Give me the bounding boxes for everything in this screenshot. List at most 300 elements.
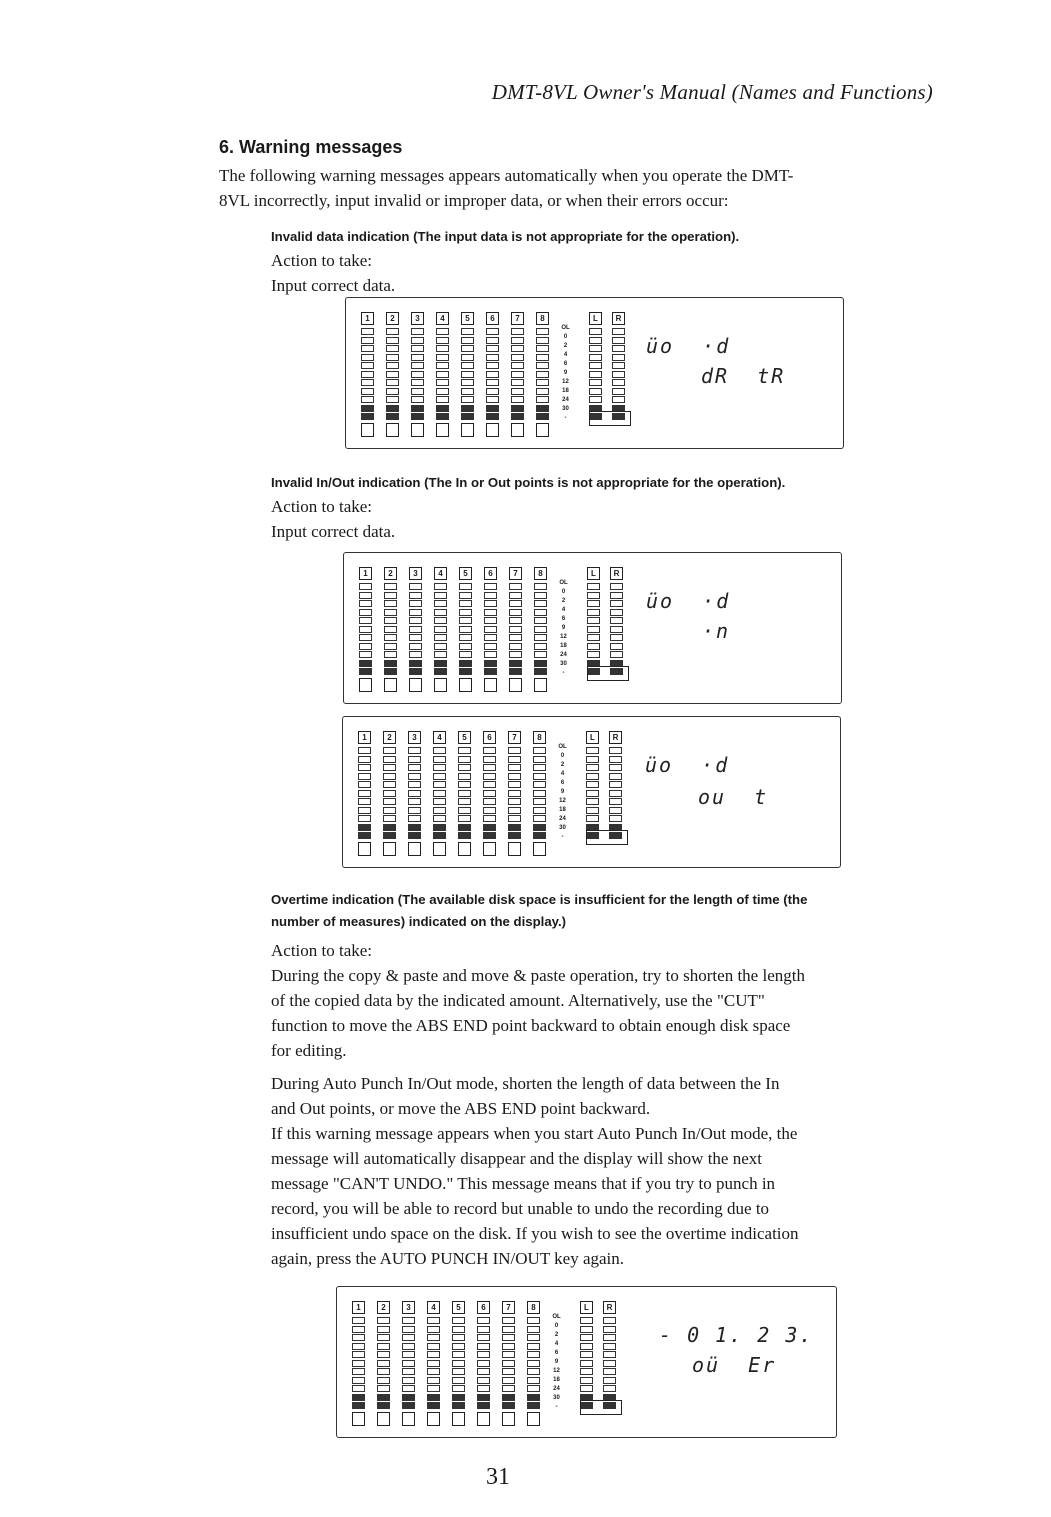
meter-segment <box>508 747 521 754</box>
meter-segment <box>352 1351 365 1358</box>
meter-segment <box>580 1360 593 1367</box>
meter-segment <box>408 764 421 771</box>
meter-segment <box>361 388 374 395</box>
meter-segment <box>377 1394 390 1401</box>
meter-segment <box>361 328 374 335</box>
meter-segment <box>384 617 397 624</box>
meter-segment <box>436 362 449 369</box>
scale-label: OL <box>561 325 570 331</box>
meter-segment <box>411 405 424 412</box>
meter-segment <box>386 413 399 420</box>
meter-segment <box>580 1351 593 1358</box>
meter-segment <box>589 396 602 403</box>
meter-segment <box>511 371 524 378</box>
overtime-paragraph-1 <box>271 963 805 1063</box>
meter-segment <box>383 807 396 814</box>
meter-segment <box>527 1385 540 1392</box>
meter-segment <box>461 405 474 412</box>
meter-segment <box>587 609 600 616</box>
channel-number: 7 <box>508 731 521 744</box>
meter-segment <box>508 764 521 771</box>
meter-segment <box>586 781 599 788</box>
meter-segment <box>509 643 522 650</box>
channel-meter <box>433 731 448 856</box>
meter-segment <box>612 396 625 403</box>
stereo-box <box>589 411 631 426</box>
meter-segment <box>402 1317 415 1324</box>
meter-segment <box>433 798 446 805</box>
meter-segment <box>477 1317 490 1324</box>
track-indicator <box>509 678 522 692</box>
channel-meter <box>458 731 473 856</box>
meter-segment <box>586 790 599 797</box>
meter-segment <box>452 1360 465 1367</box>
section-title: 6. Warning messages <box>219 137 403 157</box>
scale-label: 9 <box>554 1359 559 1365</box>
scale-label: 30 <box>562 406 569 412</box>
meter-segment <box>427 1385 440 1392</box>
meter-segment <box>477 1351 490 1358</box>
meter-segment <box>384 583 397 590</box>
channel-meter <box>508 731 523 856</box>
scale-label: 4 <box>563 352 568 358</box>
channel-number: 6 <box>484 567 497 580</box>
channel-meter <box>409 567 424 692</box>
meter-segment <box>511 362 524 369</box>
meter-segment <box>459 668 472 675</box>
meter-segment <box>508 807 521 814</box>
meter-segment <box>409 626 422 633</box>
meter-segment <box>533 790 546 797</box>
meter-segment <box>377 1385 390 1392</box>
meter-segment <box>361 337 374 344</box>
channel-number: 4 <box>433 731 446 744</box>
meter-segment <box>458 790 471 797</box>
meter-segment <box>352 1385 365 1392</box>
meter-segment <box>587 651 600 658</box>
meter-segment <box>603 1317 616 1324</box>
meter-segment <box>461 413 474 420</box>
meter-segment <box>477 1402 490 1409</box>
meter-segment <box>484 651 497 658</box>
meter-segment <box>384 609 397 616</box>
meter-segment <box>386 388 399 395</box>
meter-segment <box>377 1334 390 1341</box>
meter-segment <box>411 362 424 369</box>
scale-label: 6 <box>560 780 565 786</box>
meter-segment <box>361 405 374 412</box>
channel-number: 5 <box>459 567 472 580</box>
scale-label: - <box>562 670 565 676</box>
meter-segment <box>458 781 471 788</box>
channel-number: 6 <box>483 731 496 744</box>
meter-segment <box>459 592 472 599</box>
meter-segment <box>508 832 521 839</box>
meter-segment <box>433 832 446 839</box>
page-number: 31 <box>486 1464 510 1490</box>
channel-meter <box>411 312 426 437</box>
display-line-2: oü Er <box>692 1353 777 1377</box>
channel-meter <box>408 731 423 856</box>
meter-segment <box>483 773 496 780</box>
meter-segment <box>433 747 446 754</box>
meter-segment <box>527 1394 540 1401</box>
meter-segment <box>484 617 497 624</box>
scale-label: 18 <box>562 388 569 394</box>
meter-segment <box>610 609 623 616</box>
meter-segment <box>508 798 521 805</box>
meter-segment <box>610 626 623 633</box>
meter-segment <box>509 668 522 675</box>
meter-segment <box>536 405 549 412</box>
meter-segment <box>361 362 374 369</box>
meter-segment <box>409 592 422 599</box>
invalid-inout-action-label: Action to take: <box>271 497 373 516</box>
meter-segment <box>502 1360 515 1367</box>
channel-number: 3 <box>411 312 424 325</box>
meter-segment <box>461 362 474 369</box>
channel-number: 8 <box>533 731 546 744</box>
meter-segment <box>361 379 374 386</box>
meter-segment <box>352 1343 365 1350</box>
meter-segment <box>509 651 522 658</box>
meter-segment <box>609 747 622 754</box>
meter-segment <box>534 592 547 599</box>
track-indicator <box>383 842 396 856</box>
meter-segment <box>358 807 371 814</box>
meter-segment <box>434 634 447 641</box>
meter-segment <box>610 651 623 658</box>
track-indicator <box>411 423 424 437</box>
meter-segment <box>436 371 449 378</box>
meter-segment <box>433 790 446 797</box>
meter-segment <box>536 388 549 395</box>
meter-segment <box>358 756 371 763</box>
meter-segment <box>352 1360 365 1367</box>
meter-segment <box>459 583 472 590</box>
meter-segment <box>461 396 474 403</box>
p2-line-2: and Out points, or move the ABS END point backward. <box>271 1099 651 1118</box>
display-line-1: üo ·d <box>646 334 731 358</box>
meter-segment <box>427 1317 440 1324</box>
meter-segment <box>427 1360 440 1367</box>
p2-line-4: message will automatically disappear and the display will show the next <box>271 1149 762 1168</box>
track-indicator <box>361 423 374 437</box>
meter-segment <box>486 379 499 386</box>
meter-segment <box>586 764 599 771</box>
meter-segment <box>589 354 602 361</box>
stereo-meter <box>603 1301 618 1411</box>
track-indicator <box>436 423 449 437</box>
meter-segment <box>508 824 521 831</box>
scale-label: 18 <box>559 807 566 813</box>
meter-segment <box>352 1368 365 1375</box>
meter-segment <box>433 756 446 763</box>
meter-segment <box>433 807 446 814</box>
meter-segment <box>502 1385 515 1392</box>
meter-segment <box>477 1326 490 1333</box>
meter-segment <box>508 781 521 788</box>
scale-label: 0 <box>561 589 566 595</box>
meter-segment <box>484 600 497 607</box>
meter-segment <box>383 781 396 788</box>
p2-line-1: During Auto Punch In/Out mode, shorten the length of data between the In <box>271 1074 780 1093</box>
scale-label: 24 <box>553 1386 560 1392</box>
meter-segment <box>436 413 449 420</box>
p2-line-8: again, press the AUTO PUNCH IN/OUT key again. <box>271 1249 625 1268</box>
meter-segment <box>527 1402 540 1409</box>
channel-number: 1 <box>358 731 371 744</box>
meter-segment <box>486 388 499 395</box>
meter-segment <box>508 773 521 780</box>
track-indicator <box>386 423 399 437</box>
meter-segment <box>511 405 524 412</box>
meter-segment <box>436 354 449 361</box>
meter-segment <box>589 328 602 335</box>
channel-meter <box>352 1301 367 1426</box>
meter-segment <box>352 1377 365 1384</box>
track-indicator <box>434 678 447 692</box>
meter-segment <box>386 379 399 386</box>
meter-segment <box>377 1360 390 1367</box>
track-indicator <box>511 423 524 437</box>
meter-segment <box>359 600 372 607</box>
meter-segment <box>409 643 422 650</box>
meter-segment <box>580 1317 593 1324</box>
page-header: DMT-8VL Owner's Manual (Names and Functions) <box>491 80 933 104</box>
meter-segment <box>511 413 524 420</box>
channel-meter <box>384 567 399 692</box>
channel-number: 2 <box>384 567 397 580</box>
meter-segment <box>434 617 447 624</box>
channel-meter <box>452 1301 467 1426</box>
p1-line-1: During the copy & paste and move & paste operation, try to shorten the length <box>271 966 805 985</box>
meter-segment <box>534 668 547 675</box>
meter-segment <box>589 371 602 378</box>
meter-segment <box>609 815 622 822</box>
overtime-heading <box>271 889 807 933</box>
meter-segment <box>433 824 446 831</box>
track-indicator <box>384 678 397 692</box>
meter-segment <box>534 643 547 650</box>
channel-meter <box>502 1301 517 1426</box>
track-indicator <box>358 842 371 856</box>
meter-segment <box>536 354 549 361</box>
meter-segment <box>580 1343 593 1350</box>
meter-segment <box>477 1360 490 1367</box>
scale-label: 12 <box>553 1368 560 1374</box>
meter-segment <box>434 626 447 633</box>
meter-segment <box>458 747 471 754</box>
display-line-1: üo ·d <box>646 589 731 613</box>
intro-line-2: 8VL incorrectly, input invalid or improper data, or when their errors occur: <box>219 191 729 210</box>
meter-segment <box>534 583 547 590</box>
meter-segment <box>411 379 424 386</box>
scale-label: 30 <box>559 825 566 831</box>
track-indicator <box>536 423 549 437</box>
meter-segment <box>384 651 397 658</box>
meter-segment <box>359 592 372 599</box>
meter-segment <box>486 337 499 344</box>
meter-segment <box>484 668 497 675</box>
meter-segment <box>352 1326 365 1333</box>
channel-meter <box>377 1301 392 1426</box>
display-line-2: dR tR <box>701 364 786 388</box>
meter-segment <box>586 798 599 805</box>
scale-label: 2 <box>561 598 566 604</box>
channel-meter <box>486 312 501 437</box>
meter-segment <box>486 362 499 369</box>
meter-segment <box>409 668 422 675</box>
meter-segment <box>534 634 547 641</box>
stereo-meter <box>609 731 624 841</box>
meter-segment <box>459 634 472 641</box>
meter-segment <box>527 1343 540 1350</box>
scale-label: 24 <box>562 397 569 403</box>
meter-segment <box>483 764 496 771</box>
meter-segment <box>408 747 421 754</box>
meter-segment <box>461 337 474 344</box>
channel-meter <box>402 1301 417 1426</box>
meter-segment <box>458 798 471 805</box>
meter-segment <box>580 1326 593 1333</box>
channel-number: 7 <box>511 312 524 325</box>
channel-number: 8 <box>536 312 549 325</box>
meter-segment <box>427 1326 440 1333</box>
scale-label: 24 <box>559 816 566 822</box>
meter-segment <box>402 1343 415 1350</box>
track-indicator <box>359 678 372 692</box>
meter-segment <box>386 328 399 335</box>
meter-segment <box>452 1368 465 1375</box>
meter-segment <box>408 756 421 763</box>
scale-label: 0 <box>554 1323 559 1329</box>
meter-segment <box>533 807 546 814</box>
meter-segment <box>484 660 497 667</box>
meter-segment <box>486 371 499 378</box>
meter-segment <box>610 643 623 650</box>
channel-meter <box>534 567 549 692</box>
scale-label: 12 <box>560 634 567 640</box>
invalid-data-action-label: Action to take: <box>271 251 373 270</box>
p1-line-4: for editing. <box>271 1041 347 1060</box>
scale-label: 6 <box>554 1350 559 1356</box>
track-indicator <box>408 842 421 856</box>
meter-segment <box>511 388 524 395</box>
meter-segment <box>509 592 522 599</box>
meter-segment <box>386 371 399 378</box>
meter-segment <box>411 354 424 361</box>
meter-segment <box>483 747 496 754</box>
scale-label: 9 <box>563 370 568 376</box>
meter-segment <box>580 1377 593 1384</box>
meter-segment <box>436 379 449 386</box>
channel-number: 5 <box>452 1301 465 1314</box>
meter-segment <box>408 815 421 822</box>
meter-scale <box>558 743 567 842</box>
meter-segment <box>358 815 371 822</box>
meter-segment <box>434 583 447 590</box>
channel-number: 2 <box>386 312 399 325</box>
meter-segment <box>534 617 547 624</box>
channel-number: 2 <box>377 1301 390 1314</box>
scale-label: 9 <box>561 625 566 631</box>
meter-segment <box>359 643 372 650</box>
meter-segment <box>502 1402 515 1409</box>
meter-segment <box>609 756 622 763</box>
stereo-meter <box>589 312 604 422</box>
meter-segment <box>452 1343 465 1350</box>
meter-segment <box>511 396 524 403</box>
meter-segment <box>509 617 522 624</box>
scale-label: 0 <box>563 334 568 340</box>
scale-label: 30 <box>553 1395 560 1401</box>
stereo-meter <box>610 567 625 677</box>
meter-segment <box>536 362 549 369</box>
meter-segment <box>483 756 496 763</box>
channel-meter <box>533 731 548 856</box>
meter-segment <box>383 790 396 797</box>
meter-segment <box>610 600 623 607</box>
stereo-label: R <box>612 312 625 325</box>
channel-number: 1 <box>361 312 374 325</box>
meter-segment <box>436 388 449 395</box>
p1-line-2: of the copied data by the indicated amount. Alternatively, use the "CUT" <box>271 991 765 1010</box>
track-indicator <box>484 678 497 692</box>
meter-segment <box>359 583 372 590</box>
track-indicator <box>502 1412 515 1426</box>
level-meters <box>358 731 633 843</box>
meter-segment <box>361 413 374 420</box>
meter-segment <box>483 832 496 839</box>
channel-meter <box>383 731 398 856</box>
meter-segment <box>402 1351 415 1358</box>
meter-segment <box>587 617 600 624</box>
meter-segment <box>436 328 449 335</box>
scale-label: 6 <box>561 616 566 622</box>
meter-segment <box>533 832 546 839</box>
meter-segment <box>411 396 424 403</box>
meter-segment <box>427 1368 440 1375</box>
meter-segment <box>452 1385 465 1392</box>
channel-meter <box>527 1301 542 1426</box>
p2-line-6: record, you will be able to record but unable to undo the recording due to <box>271 1199 770 1218</box>
meter-segment <box>452 1402 465 1409</box>
meter-segment <box>409 651 422 658</box>
meter-segment <box>383 773 396 780</box>
channel-number: 1 <box>352 1301 365 1314</box>
meter-segment <box>352 1334 365 1341</box>
meter-segment <box>536 337 549 344</box>
channel-meter <box>359 567 374 692</box>
meter-segment <box>483 807 496 814</box>
meter-segment <box>452 1334 465 1341</box>
meter-segment <box>377 1317 390 1324</box>
meter-segment <box>534 600 547 607</box>
meter-segment <box>359 617 372 624</box>
invalid-data-action: Input correct data. <box>271 276 396 295</box>
meter-segment <box>458 807 471 814</box>
stereo-label: R <box>603 1301 616 1314</box>
meter-segment <box>427 1351 440 1358</box>
scale-label: 4 <box>560 771 565 777</box>
meter-segment <box>452 1326 465 1333</box>
meter-segment <box>359 651 372 658</box>
channel-number: 8 <box>527 1301 540 1314</box>
meter-segment <box>612 371 625 378</box>
meter-segment <box>433 815 446 822</box>
stereo-label: R <box>610 567 623 580</box>
